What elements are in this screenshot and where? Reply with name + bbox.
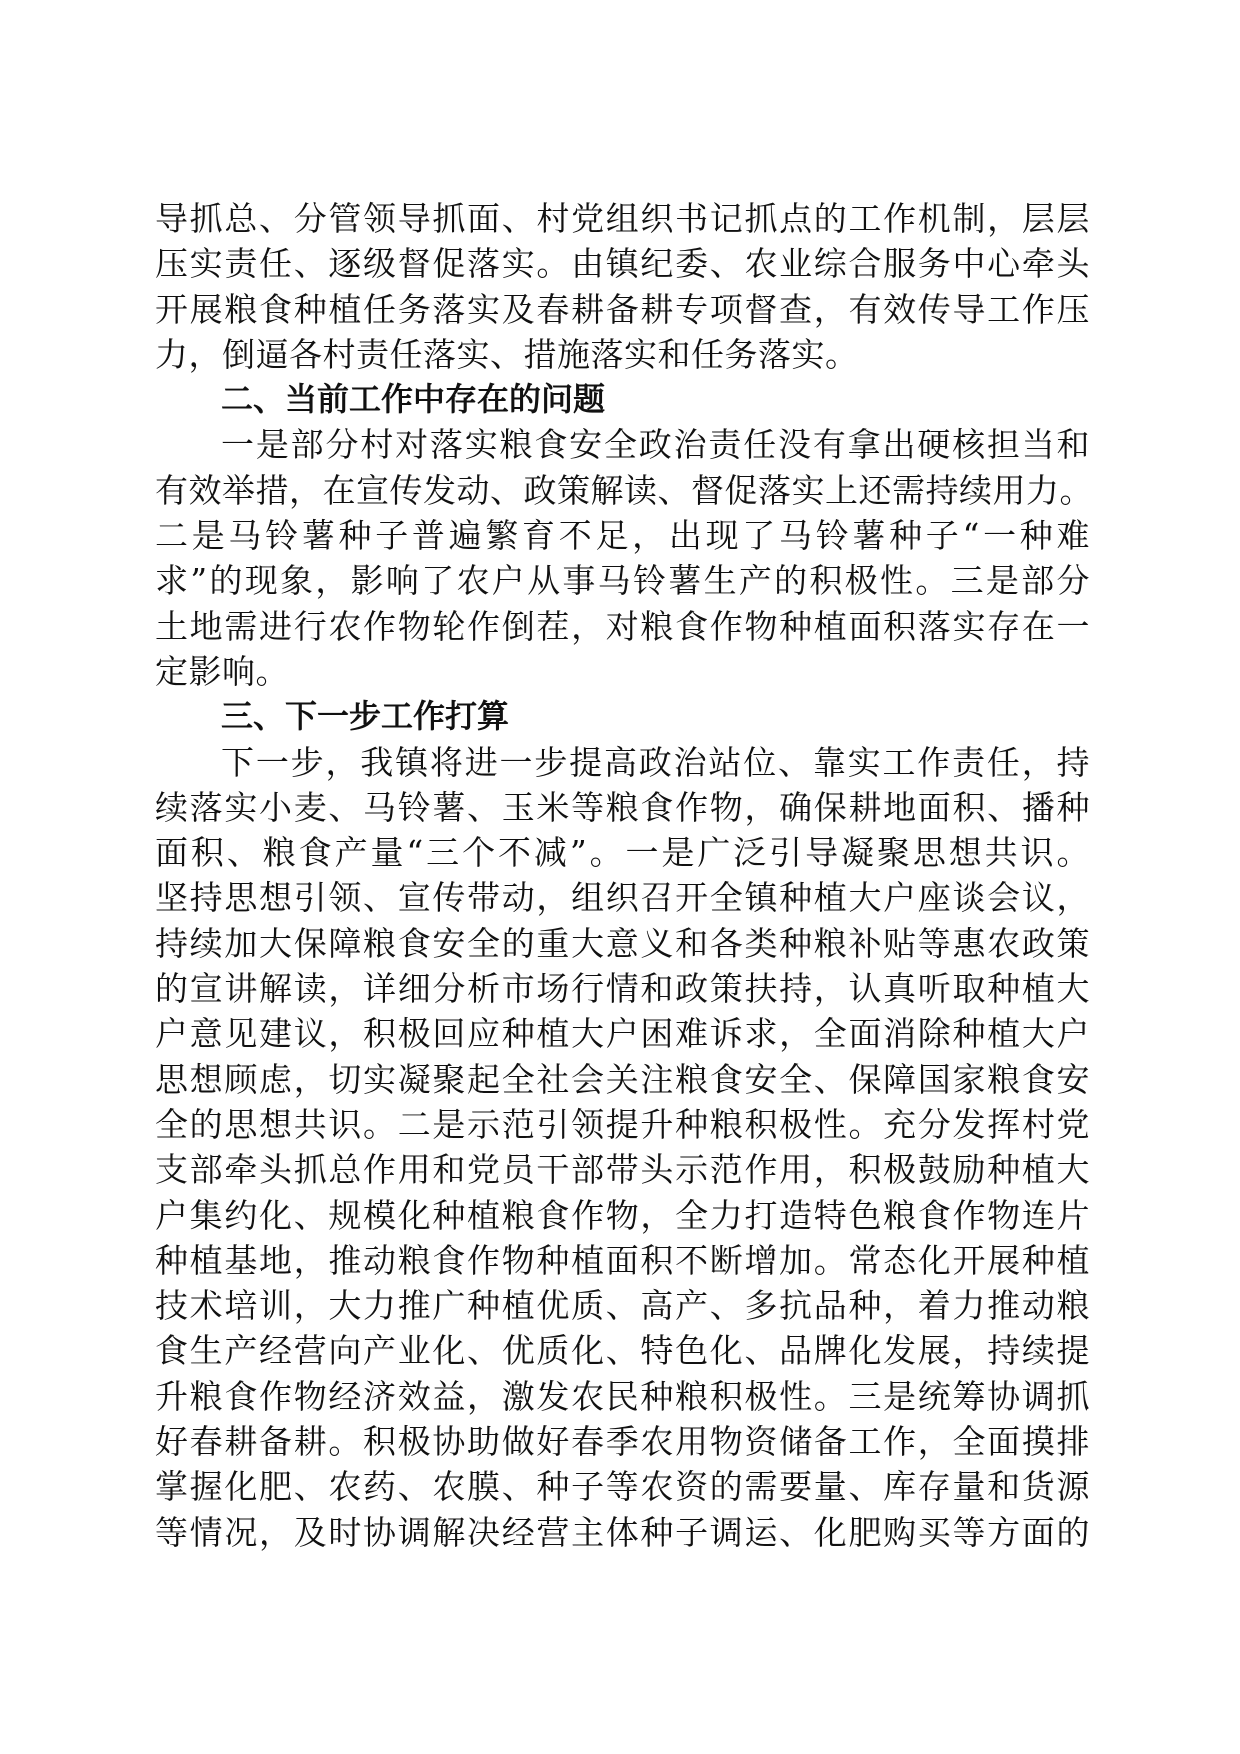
section-heading-next-steps: 三、下一步工作打算: [221, 697, 510, 736]
text-line: 等情况，及时协调解决经营主体种子调运、化肥购买等方面的: [155, 1512, 1090, 1552]
text-line: 开展粮食种植任务落实及春耕备耕专项督查，有效传导工作压: [155, 289, 1090, 329]
text-line: 技术培训，大力推广种植优质、高产、多抗品种，着力推动粮: [155, 1286, 1090, 1326]
text-line: 的宣讲解读，详细分析市场行情和政策扶持，认真听取种植大: [155, 969, 1090, 1009]
text-line: 面积、粮食产量“三个不减”。一是广泛引导凝聚思想共识。: [155, 833, 1090, 873]
text-line: 力，倒逼各村责任落实、措施落实和任务落实。: [155, 334, 859, 374]
text-line: 持续加大保障粮食安全的重大意义和各类种粮补贴等惠农政策: [155, 923, 1090, 963]
text-line: 土地需进行农作物轮作倒茬，对粮食作物种植面积落实存在一: [155, 606, 1090, 646]
text-line: 好春耕备耕。积极协助做好春季农用物资储备工作，全面摸排: [155, 1422, 1090, 1462]
paragraph-problems: [155, 422, 1093, 694]
text-line: 掌握化肥、农药、农膜、种子等农资的需要量、库存量和货源: [155, 1467, 1090, 1507]
text-line: 压实责任、逐级督促落实。由镇纪委、农业综合服务中心牵头: [155, 244, 1090, 284]
text-line: 有效举措，在宣传发动、政策解读、督促落实上还需持续用力。: [155, 470, 1093, 510]
paragraph-next-steps: [155, 740, 1090, 1555]
text-line: 二是马铃薯种子普遍繁育不足，出现了马铃薯种子“一种难: [155, 516, 1090, 556]
text-line: 户意见建议，积极回应种植大户困难诉求，全面消除种植大户: [155, 1014, 1090, 1054]
text-line: 续落实小麦、马铃薯、玉米等粮食作物，确保耕地面积、播种: [155, 787, 1090, 827]
text-line: 定影响。: [155, 651, 289, 691]
text-line: 全的思想共识。二是示范引领提升种粮积极性。充分发挥村党: [155, 1104, 1090, 1144]
text-line: 下一步，我镇将进一步提高政治站位、靠实工作责任，持: [221, 742, 1090, 782]
text-line: 种植基地，推动粮食作物种植面积不断增加。常态化开展种植: [155, 1240, 1090, 1280]
text-line: 求”的现象，影响了农户从事马铃薯生产的积极性。三是部分: [155, 561, 1090, 601]
text-line: 一是部分村对落实粮食安全政治责任没有拿出硬核担当和: [221, 425, 1090, 465]
text-line: 坚持思想引领、宣传带动，组织召开全镇种植大户座谈会议，: [155, 878, 1090, 918]
text-line: 支部牵头抓总作用和党员干部带头示范作用，积极鼓励种植大: [155, 1150, 1090, 1190]
text-line: 户集约化、规模化种植粮食作物，全力打造特色粮食作物连片: [155, 1195, 1090, 1235]
text-line: 食生产经营向产业化、优质化、特色化、品牌化发展，持续提: [155, 1331, 1090, 1371]
text-line: 导抓总、分管领导抓面、村党组织书记抓点的工作机制，层层: [155, 199, 1090, 238]
document-body: [155, 196, 1093, 1555]
text-line: 升粮食作物经济效益，激发农民种粮积极性。三是统筹协调抓: [155, 1376, 1090, 1416]
text-line: 思想顾虑，切实凝聚起全社会关注粮食安全、保障国家粮食安: [155, 1059, 1090, 1099]
section-heading-problems: 二、当前工作中存在的问题: [221, 380, 606, 419]
paragraph-mechanism: [155, 196, 1090, 377]
